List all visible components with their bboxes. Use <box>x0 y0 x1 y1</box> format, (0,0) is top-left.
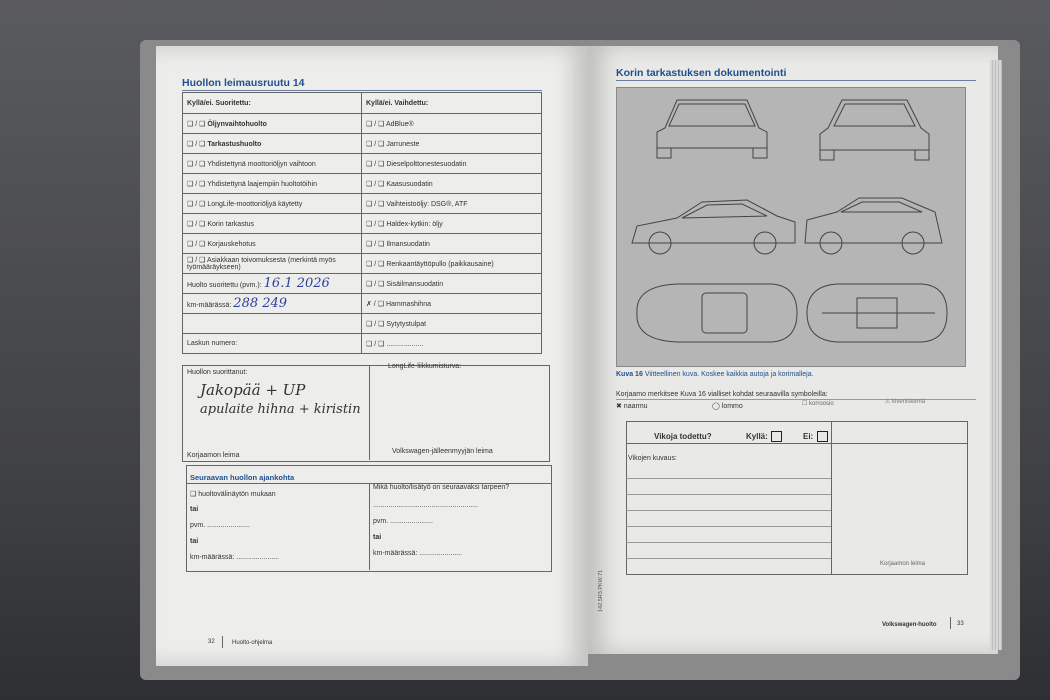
cell-left <box>183 234 362 254</box>
right-page-title: Korin tarkastuksen dokumentointi <box>616 67 787 79</box>
footer-divider <box>222 636 223 648</box>
replaced-item: Jarruneste <box>386 140 420 148</box>
cell-right <box>362 194 542 214</box>
cell-left <box>183 334 362 354</box>
service-row <box>183 154 542 174</box>
service-row <box>183 114 542 134</box>
symbol-dent: ◯ lommo <box>712 403 743 410</box>
service-item: LongLife-moottoriöljyä käytetty <box>207 200 303 208</box>
cell-left <box>183 134 362 154</box>
defect-line <box>626 510 831 511</box>
replaced-item: Kaasusuodatin <box>386 180 433 188</box>
service-row <box>183 234 542 254</box>
replaced-item-blank: ................... <box>386 340 424 348</box>
next-right-2: pvm. ...................... <box>373 518 433 525</box>
symbol-scratch: ✖ naarmu <box>616 403 648 410</box>
right-page-footer: Volkswagen-huolto <box>882 622 937 628</box>
yes-checkbox[interactable] <box>771 431 782 442</box>
title-rule <box>182 90 542 91</box>
next-left-4: km-määrässä: ...................... <box>190 554 280 561</box>
service-item: Yhdistettynä moottoriöljyn vaihtoon <box>207 160 316 168</box>
car-diagram-panel <box>616 87 966 367</box>
cell-left <box>183 114 362 134</box>
checkbox-pair[interactable]: ❑ / ❑ <box>366 340 385 348</box>
invoice-row <box>183 334 542 354</box>
defects-question: Vikoja todettu? <box>654 432 712 441</box>
performed-label: Huollon suorittanut: <box>187 369 248 376</box>
service-item: Korjauskehotus <box>207 240 256 248</box>
cell-right <box>362 234 542 254</box>
km-row <box>183 294 542 314</box>
next-right-3: tai <box>373 534 382 541</box>
next-right-1: ...................................................... <box>373 502 479 509</box>
checkbox-pair[interactable]: ❑ / ❑ <box>366 160 385 168</box>
service-item: Yhdistettynä laajempiin huoltotöihin <box>207 180 317 188</box>
performed-handwriting-2: apulaite hihna + kiristin <box>200 402 361 417</box>
vw-stamp-label: Volkswagen-jälleenmyyjän leima <box>392 448 493 455</box>
cell-left <box>183 314 362 334</box>
caption-number: Kuva 16 <box>616 371 643 378</box>
left-page-number: 32 <box>208 639 215 645</box>
cell-right <box>362 294 542 314</box>
cell-right <box>362 174 542 194</box>
defect-line <box>626 478 831 479</box>
km-value: 288 249 <box>233 296 288 311</box>
checkbox-pair[interactable]: ❑ / ❑ <box>187 120 206 128</box>
done-date-label: Huolto suoritettu (pvm.): <box>187 282 262 289</box>
cell-left <box>183 174 362 194</box>
service-table <box>182 92 542 354</box>
replaced-item: Hammashihna <box>385 300 432 308</box>
service-row <box>183 174 542 194</box>
service-item: Asiakkaan toivomuksesta (merkintä myös työmääräykseen) <box>187 257 336 271</box>
service-item: Öljynvaihtohuolto <box>207 120 267 128</box>
page-edges <box>990 60 1002 650</box>
checkbox-pair[interactable]: ❑ / ❑ <box>187 140 206 148</box>
checkbox-pair[interactable]: ❑ / ❑ <box>366 260 385 268</box>
cell-left <box>183 214 362 234</box>
checkbox-pair[interactable]: ❑ / ❑ <box>366 120 385 128</box>
checkbox-pair[interactable]: ❑ / ❑ <box>366 240 385 248</box>
symbol-corrosion: ☐ korroosio <box>802 401 834 407</box>
checkbox-pair[interactable]: ❑ / ❑ <box>366 280 385 288</box>
next-service-divider <box>369 483 370 570</box>
defect-line <box>626 494 831 495</box>
checkbox-pair[interactable]: ❑ / ❑ <box>366 180 385 188</box>
cell-right <box>362 134 542 154</box>
performed-divider <box>369 365 370 460</box>
replaced-item: Renkaantäyttöpullo (paikkausaine) <box>386 260 494 268</box>
cell-left <box>183 274 362 294</box>
next-service-title: Seuraavan huollon ajankohta <box>190 473 295 482</box>
replaced-item: Dieselpolttonestesuodatin <box>386 160 467 168</box>
yes-label: Kyllä: <box>746 432 768 441</box>
replaced-item: Sisäilmansuodatin <box>386 280 444 288</box>
cell-right <box>362 114 542 134</box>
defects-description-label: Vikojen kuvaus: <box>628 455 677 462</box>
replaced-item: Ilmansuodatin <box>386 240 430 248</box>
next-left-0: ❑ huoltovälinäytön mukaan <box>190 491 276 498</box>
defect-line <box>626 526 831 527</box>
checkbox-pair[interactable]: ❑ / ❑ <box>187 257 206 264</box>
col1-header: Kyllä/ei. Suoritettu: <box>183 93 362 114</box>
done-date-value: 16.1 2026 <box>263 276 330 291</box>
spark-row <box>183 314 542 334</box>
defects-box <box>626 421 968 575</box>
symbol-stone-chip: ⚠ kiveniskemä <box>885 399 926 405</box>
checkbox-pair[interactable]: ❑ / ❑ <box>187 160 206 168</box>
car-outlines-icon <box>617 88 965 366</box>
replaced-item: Haldex-kytkin: öljy <box>386 220 443 228</box>
no-label: Ei: <box>803 432 814 441</box>
service-row <box>183 214 542 234</box>
service-row <box>183 194 542 214</box>
defect-line <box>626 542 831 543</box>
longlife-label: LongLife-liikkumisturva: <box>388 363 462 370</box>
cell-left <box>183 254 362 274</box>
cell-left <box>183 154 362 174</box>
next-right-4: km-määrässä: ...................... <box>373 550 463 557</box>
checkbox-pair[interactable]: ❑ / ❑ <box>187 200 206 208</box>
cell-right <box>362 214 542 234</box>
caption-text: Viitteellinen kuva. Koskee kaikkia autoja ja korimalleja. <box>644 371 814 378</box>
workshop-stamp-label: Korjaamon leima <box>187 452 240 459</box>
cell-left <box>183 294 362 314</box>
replaced-item: AdBlue® <box>385 120 414 128</box>
right-workshop-stamp: Korjaamon leima <box>880 561 926 567</box>
no-checkbox[interactable] <box>817 431 828 442</box>
next-left-3: tai <box>190 538 199 545</box>
next-left-2: pvm. ...................... <box>190 522 250 529</box>
defect-line <box>626 558 831 559</box>
defects-header-rule <box>626 443 968 444</box>
replaced-item: Sytytystulpat <box>386 320 427 328</box>
service-item: Tarkastushuolto <box>207 140 262 148</box>
replaced-item: Vaihteistoöljy: DSG®, ATF <box>386 200 468 208</box>
col2-header: Kyllä/ei. Vaihdettu: <box>362 93 542 114</box>
next-right-0: Mikä huolto/lisätyö on seuraavaksi tarpeen? <box>373 484 510 491</box>
checkbox-pair[interactable]: ❑ / ❑ <box>187 240 206 248</box>
date-row <box>183 274 542 294</box>
invoice-label: Laskun numero: <box>187 340 238 347</box>
checkbox-pair[interactable]: ❑ / ❑ <box>187 220 206 228</box>
checkbox-pair[interactable]: ❑ / ❑ <box>366 220 385 228</box>
right-title-rule <box>616 80 976 81</box>
checkbox-pair[interactable]: ❑ / ❑ <box>187 180 206 188</box>
right-footer-divider <box>950 617 951 629</box>
checkbox-pair[interactable]: ❑ / ❑ <box>366 140 385 148</box>
checkbox-pair[interactable]: ❑ / ❑ <box>366 200 385 208</box>
right-page-number: 33 <box>957 621 964 627</box>
cell-right <box>362 274 542 294</box>
left-page-footer: Huolto-ohjelma <box>232 640 273 646</box>
cell-right <box>362 254 542 274</box>
side-code: 142.5R3.PKW.71 <box>598 569 604 612</box>
service-row <box>183 254 542 274</box>
cell-right <box>362 334 542 354</box>
symbols-intro: Korjaamo merkitsee Kuva 16 vialliset kohdat seuraavilla symboleilla: <box>616 391 828 398</box>
performed-handwriting-1: Jakopää + UP <box>200 381 306 399</box>
km-label: km-määrässä: <box>187 302 232 309</box>
checkbox-pair-checked[interactable]: ✗ / ❑ <box>366 300 384 308</box>
checkbox-pair[interactable]: ❑ / ❑ <box>366 320 385 328</box>
next-left-1: tai <box>190 506 199 513</box>
cell-right <box>362 154 542 174</box>
left-page-title: Huollon leimausruutu 14 <box>182 77 305 89</box>
figure-caption <box>616 371 814 378</box>
service-row <box>183 134 542 154</box>
cell-left <box>183 194 362 214</box>
service-item: Korin tarkastus <box>207 220 255 228</box>
cell-right <box>362 314 542 334</box>
